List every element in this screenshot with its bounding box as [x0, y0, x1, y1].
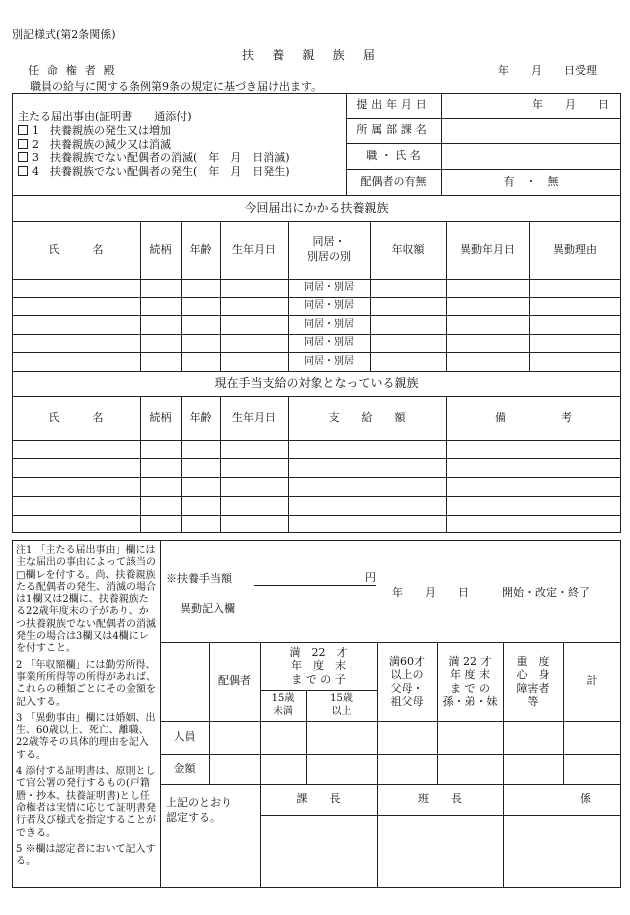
allowance-amount-label: ※扶養手当額 — [166, 572, 232, 585]
sub-chief-stamp-area[interactable] — [377, 815, 503, 888]
col-annual-income: 年収額 — [391, 242, 425, 256]
allowance-status-choice[interactable]: 開始・改定・終了 — [502, 586, 590, 599]
checkbox-icon[interactable] — [18, 166, 28, 176]
col-name-existing: 氏 名 — [48, 410, 104, 424]
col-name: 氏 名 — [48, 242, 104, 256]
approval-text: 上記のとおり 認定する。 — [166, 796, 232, 824]
submit-date-field[interactable]: 年 月 日 — [532, 98, 609, 112]
col-parents: 満60才 以上の 父母・ 祖父母 — [389, 655, 425, 708]
chief-label: 課 長 — [296, 792, 341, 806]
spouse-label: 配偶者の有無 — [360, 174, 427, 188]
current-section-title: 今回届出にかかる扶養親族 — [244, 200, 389, 215]
form-title: 扶 養 親 族 届 — [242, 48, 383, 62]
reasons-heading: 主たる届出事由(証明書 通添付) — [18, 110, 192, 123]
reason-item-4[interactable]: 4 扶養親族でない配偶者の発生( 年 月 日発生) — [18, 165, 290, 179]
cohabitation-choice-row-5[interactable]: 同居・別居 — [304, 355, 354, 367]
staff-label: 係 — [580, 792, 591, 806]
col-grandchild-sibling: 満 22 才 年 度 末 ま で の 孫・弟・妹 — [442, 655, 498, 708]
intro-text: 職員の給与に関する条例第9条の規定に基づき届け出ます。 — [30, 80, 323, 93]
col-child-22: 満 22 才 年 度 末 ま で の 子 — [289, 646, 348, 686]
submit-date-label: 提出年月日 — [356, 98, 431, 112]
col-total: 計 — [586, 674, 598, 688]
note-5: 5 ※欄は認定者において記入する。 — [16, 843, 156, 868]
col-birthdate: 生年月日 — [232, 242, 276, 256]
col-change-reason: 異動理由 — [553, 242, 597, 256]
reason-item-1[interactable]: 1 扶養親族の発生又は増加 — [18, 124, 290, 138]
checkbox-icon[interactable] — [18, 139, 28, 149]
note-2: 2 「年収額欄」には勤労所得、事業所所得等の所得があれば、これらの種類ごとにその金額を記入する。 — [16, 659, 156, 708]
col-relation-existing: 続柄 — [149, 410, 172, 424]
cohabitation-choice-row-4[interactable]: 同居・別居 — [304, 337, 354, 349]
checkbox-icon[interactable] — [18, 152, 28, 162]
cohabitation-choice-row-3[interactable]: 同居・別居 — [304, 318, 354, 330]
department-field[interactable] — [441, 118, 621, 143]
col-under-15: 15歳 未満 — [271, 693, 295, 717]
received-date: 年 月 日受理 — [498, 64, 597, 77]
col-over-15: 15歳 以上 — [330, 693, 353, 717]
reasons-block — [18, 110, 290, 179]
yen-unit: 円 — [365, 571, 376, 584]
title-name-field[interactable] — [441, 143, 621, 169]
staff-stamp-area[interactable] — [503, 815, 621, 888]
note-4: 4 添付する証明書は、原則として官公署の発行するもの(戸籍謄・抄本、扶養証明書)とし任命権者は実情に応じて証明書発行者及び様式を指定することができる。 — [16, 766, 156, 839]
note-3: 3 「異動事由」欄には婚姻、出生、60歳以上、死亡、離職、22歳等その具体的理由を記入する。 — [16, 712, 156, 761]
row-amount: 金額 — [173, 761, 196, 775]
col-disabled: 重 度 心 身 障害者 等 — [516, 655, 550, 708]
reason-item-2[interactable]: 2 扶養親族の減少又は消滅 — [18, 138, 290, 152]
note-1: 注1 「主たる届出事由」欄には主な届出の事由によって該当の□欄レを付する。尚、扶養親族たる配偶者の発生、消滅の場合は1欄又は2欄に、扶養親族たる22歳年度末の子があり、かつ扶養親族でない配偶者の消滅発生の場合は3欄又は4欄にレを付すこと。 — [16, 545, 156, 655]
col-change-date: 異動年月日 — [460, 242, 515, 256]
checkbox-icon[interactable] — [18, 125, 28, 135]
col-remarks: 備 考 — [495, 410, 572, 424]
col-age: 年齢 — [189, 242, 212, 256]
col-payment-amount: 支 給 額 — [328, 410, 406, 424]
change-entry-label: 異動記入欄 — [180, 602, 235, 615]
cohabitation-choice-row-2[interactable]: 同居・別居 — [304, 300, 354, 312]
sub-chief-label: 班 長 — [418, 792, 462, 806]
notes-block — [16, 545, 156, 872]
row-people: 人員 — [173, 730, 196, 744]
col-cohabitation: 同居・ 別居の別 — [307, 235, 351, 263]
form-number: 別記様式(第2条関係) — [12, 28, 116, 41]
chief-stamp-area[interactable] — [260, 815, 377, 888]
spouse-choice[interactable]: 有 ・ 無 — [503, 174, 559, 188]
allowance-amount-field[interactable] — [254, 569, 376, 586]
col-birthdate-existing: 生年月日 — [232, 410, 276, 424]
reason-item-3[interactable]: 3 扶養親族でない配偶者の消滅( 年 月 日消滅) — [18, 151, 290, 165]
col-relation: 続柄 — [149, 242, 172, 256]
existing-section-title: 現在手当支給の対象となっている親族 — [214, 376, 419, 391]
col-age-existing: 年齢 — [189, 410, 212, 424]
col-spouse: 配偶者 — [218, 674, 251, 688]
cohabitation-choice-row-1[interactable]: 同居・別居 — [304, 282, 354, 294]
allowance-date: 年 月 日 — [392, 586, 469, 599]
department-label: 所属部課名 — [356, 123, 431, 137]
title-name-label: 職 ・ 氏 名 — [366, 148, 421, 162]
addressee: 任 命 権 者 殿 — [28, 64, 117, 77]
